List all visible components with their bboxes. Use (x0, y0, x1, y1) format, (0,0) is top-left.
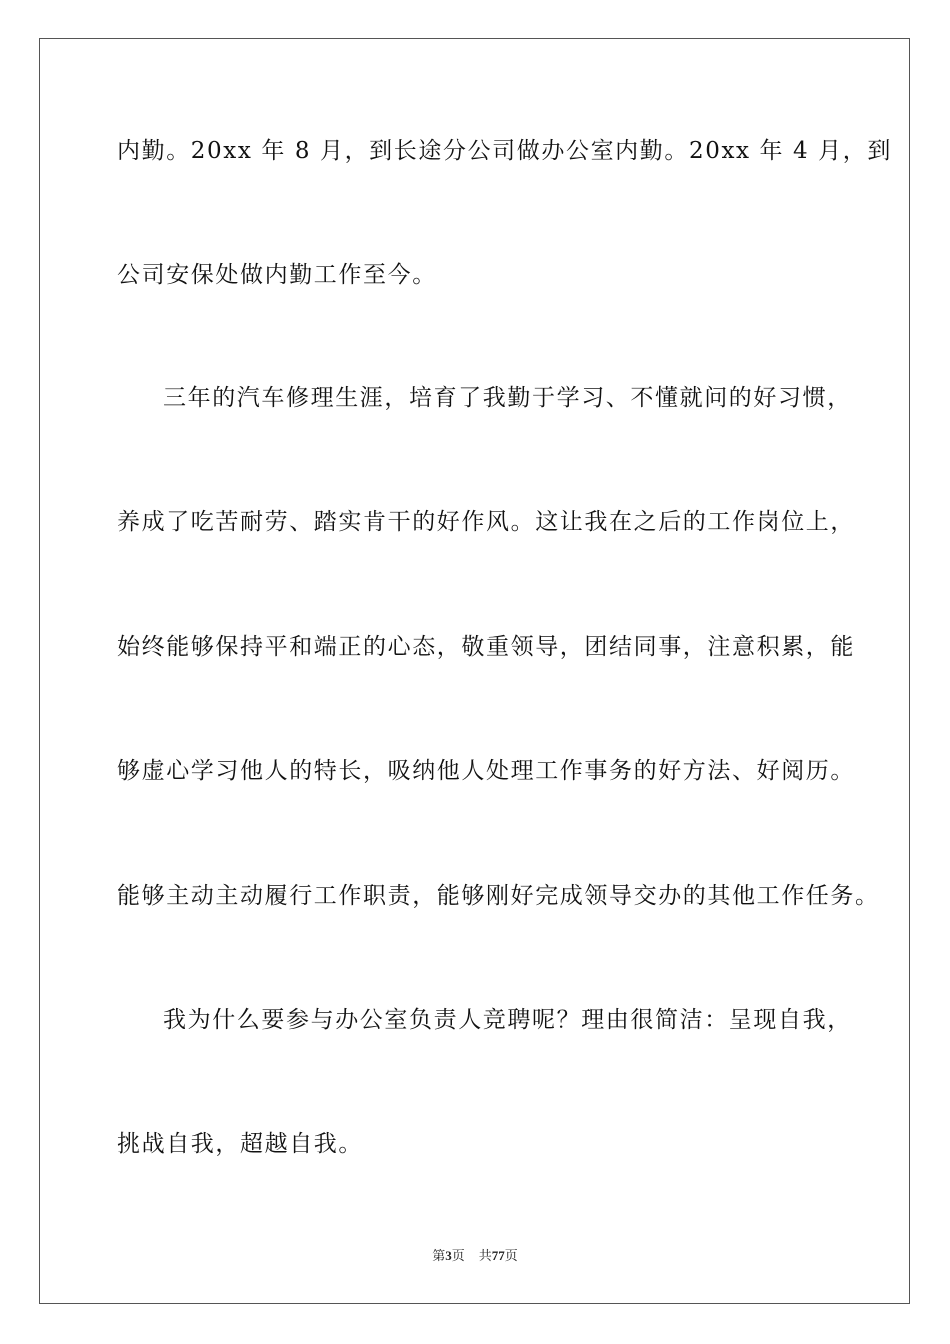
body-line-4: 养成了吃苦耐劳、踏实肯干的好作风。这让我在之后的工作岗位上， (117, 509, 855, 535)
body-line-6: 够虚心学习他人的特长，吸纳他人处理工作事务的好方法、好阅历。 (117, 758, 855, 784)
body-line-9: 挑战自我，超越自我。 (117, 1131, 363, 1157)
page-footer (0, 1248, 950, 1264)
footer-total-suffix: 页 (504, 1248, 518, 1263)
body-line-2: 公司安保处做内勤工作至今。 (117, 262, 437, 288)
body-line-7: 能够主动主动履行工作职责，能够刚好完成领导交办的其他工作任务。 (117, 883, 880, 909)
body-line-5: 始终能够保持平和端正的心态，敬重领导，团结同事，注意积累，能 (117, 634, 855, 660)
footer-total-pages: 77 (491, 1248, 505, 1263)
footer-page-prefix: 第 (432, 1248, 446, 1263)
body-line-8: 我为什么要参与办公室负责人竞聘呢？理由很简洁：呈现自我， (163, 1007, 852, 1033)
footer-total-prefix: 共 (478, 1248, 492, 1263)
footer-page-suffix: 页 (451, 1248, 465, 1263)
page-border (39, 38, 910, 1304)
body-line-3: 三年的汽车修理生涯，培育了我勤于学习、不懂就问的好习惯， (163, 385, 852, 411)
footer-page-number: 3 (445, 1248, 452, 1263)
body-line-1: 内勤。20xx 年 8 月，到长途分公司做办公室内勤。20xx 年 4 月，到 (117, 138, 892, 164)
